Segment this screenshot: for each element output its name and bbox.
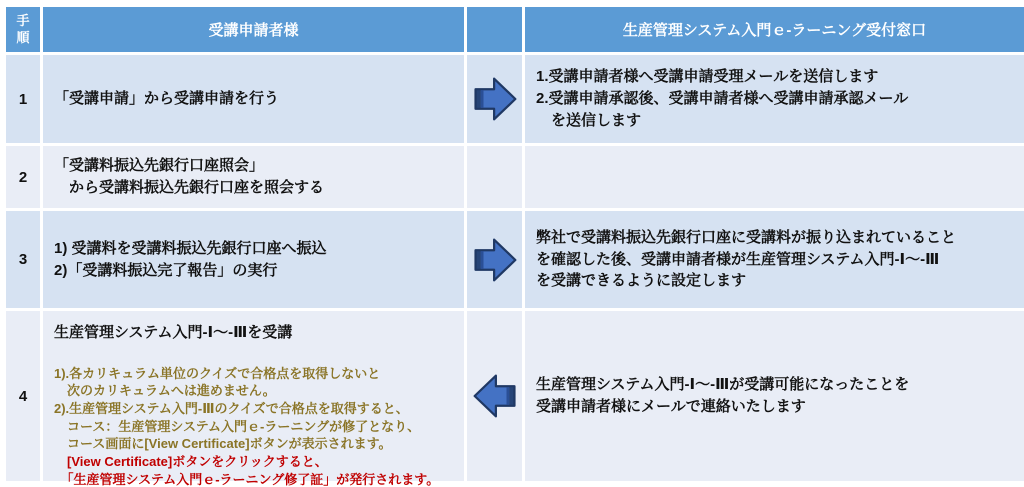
office-cell-1-line: を送信します bbox=[536, 111, 642, 129]
office-cell-1-line: 2.受講申請承認後、受講申請者様へ受講申請承認メール bbox=[536, 90, 909, 108]
office-cell-3-line: 弊社で受講料振込先銀行口座に受講料が振り込まれていること bbox=[536, 228, 957, 246]
applicant-cell-2-line: から受講料振込先銀行口座を照会する bbox=[54, 179, 325, 196]
applicant-cell-3-line: 1) 受講料を受講料振込先銀行口座へ振込 bbox=[54, 239, 327, 257]
applicant-cell-2-line: 「受講料振込先銀行口座照会」 bbox=[54, 157, 265, 175]
quiz-note-line: 次のカリキュラムへは進めません。 bbox=[54, 383, 276, 399]
step-number-4: 4 bbox=[6, 311, 40, 481]
office-cell-1-line: 1.受講申請者様へ受講申請受理メールを送信します bbox=[536, 68, 879, 86]
certificate-note-line: 「生産管理システム入門ｅ-ラーニング修了証」が発行されます。 bbox=[54, 471, 440, 487]
arrow-cell-1 bbox=[467, 55, 522, 143]
step-number-1: 1 bbox=[6, 55, 40, 143]
office-cell-4-line: 受講申請者様にメールで連絡いたします bbox=[536, 398, 806, 415]
header-step-col bbox=[6, 7, 40, 52]
applicant-cell-1 bbox=[43, 55, 464, 143]
arrow-cell-4 bbox=[467, 311, 522, 481]
applicant-cell-4 bbox=[43, 311, 464, 487]
quiz-note-line: コース画面に[View Certificate]ボタンが表示されます。 bbox=[54, 436, 392, 452]
applicant-cell-3-line: 2)「受講料振込完了報告」の実行 bbox=[54, 261, 278, 279]
certificate-note-line: [View Certificate]ボタンをクリックすると、 bbox=[54, 454, 328, 470]
header-step-label: 手順 bbox=[16, 12, 30, 45]
office-cell-1 bbox=[525, 55, 1024, 143]
arrow-cell-3 bbox=[467, 211, 522, 308]
header-applicant-label: 受講申請者様 bbox=[208, 22, 299, 39]
header-office-col bbox=[525, 7, 1024, 52]
office-cell-3 bbox=[525, 211, 1024, 308]
office-cell-2 bbox=[525, 146, 1024, 208]
applicant-cell-4-title: 生産管理システム入門-Ⅰ～-Ⅲを受講 bbox=[54, 324, 293, 341]
office-cell-3-line: を受講できるように設定します bbox=[536, 272, 747, 290]
flow-arrow-left-icon bbox=[472, 371, 518, 421]
table-grid bbox=[6, 7, 1024, 487]
flow-arrow-right-icon bbox=[472, 235, 518, 285]
step-number-3: 3 bbox=[6, 211, 40, 308]
header-office-label: 生産管理システム入門ｅ-ラーニング受付窓口 bbox=[622, 22, 927, 39]
applicant-cell-1-line: 「受講申請」から受講申請を行う bbox=[54, 90, 280, 108]
step-number-2: 2 bbox=[6, 146, 40, 208]
applicant-cell-2 bbox=[43, 146, 464, 208]
arrow-cell-2 bbox=[467, 146, 522, 208]
office-cell-4 bbox=[525, 311, 1024, 481]
quiz-note-line: 2).生産管理システム入門-Ⅲのクイズで合格点を取得すると、 bbox=[54, 401, 409, 417]
flow-arrow-right-icon bbox=[472, 74, 518, 124]
header-arrow-col bbox=[467, 7, 522, 52]
office-cell-4-line: 生産管理システム入門-Ⅰ～-Ⅲが受講可能になったことを bbox=[536, 376, 910, 394]
header-applicant-col bbox=[43, 7, 464, 52]
office-cell-3-line: を確認した後、受講申請者様が生産管理システム入門-Ⅰ～-Ⅲ bbox=[536, 250, 940, 268]
quiz-note-line: 1).各カリキュラム単位のクイズで合格点を取得しないと bbox=[54, 365, 381, 381]
quiz-note-line: コース：生産管理システム入門ｅ-ラーニングが修了となり、 bbox=[54, 418, 421, 434]
applicant-cell-3 bbox=[43, 211, 464, 308]
